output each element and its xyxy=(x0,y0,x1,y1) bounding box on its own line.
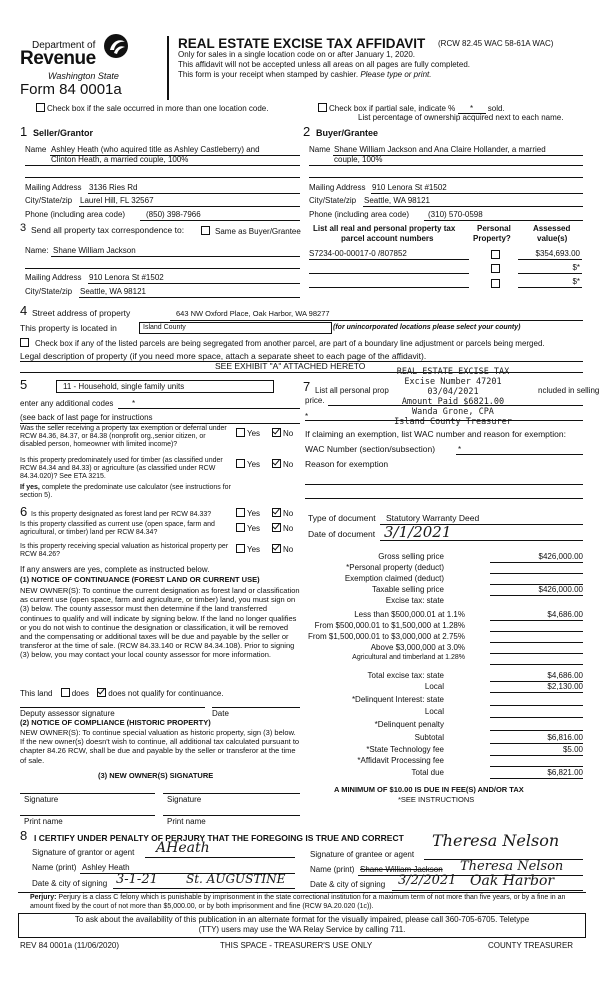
tier-3-label: From $1,500,000.01 to $3,000,000 at 2.75% xyxy=(307,632,465,641)
stamp-line-2: Excise Number 47201 xyxy=(404,377,502,387)
tier-5-label: Agricultural and timberland at 1.28% xyxy=(352,654,465,661)
buyer-heading: Buyer/Grantee xyxy=(316,128,379,138)
buyer-phone[interactable]: (310) 570-0598 xyxy=(428,210,483,219)
parcel-line-3 xyxy=(309,287,469,288)
affidavit-fee-line xyxy=(490,766,583,767)
affidavit-fee-label: *Affidavit Processing fee xyxy=(357,756,444,765)
county-treasurer: COUNTY TREASURER xyxy=(488,941,574,950)
checkbox-checked[interactable] xyxy=(272,544,281,553)
s5-q1-yes[interactable] xyxy=(236,428,260,438)
partial-sale-pct[interactable]: * xyxy=(458,104,486,114)
minimum-fee-note: A MINIMUM OF $10.00 IS DUE IN FEE(S) AND/OR TAX xyxy=(334,785,524,794)
stamp-line-4: Amount Paid $6821.00 xyxy=(401,397,505,407)
state-label: Washington State xyxy=(48,71,119,81)
legal-description-label: Legal description of property (if you need more space, attach a separate sheet to each page of the affidavit). xyxy=(20,351,427,361)
personal-property-checkbox-3[interactable] xyxy=(491,279,500,288)
multi-location-label: Check box if the sale occurred in more than one location code. xyxy=(47,104,269,113)
treasurer-space: THIS SPACE - TREASURER'S USE ONLY xyxy=(220,941,373,950)
tech-fee-value[interactable]: $5.00 xyxy=(562,745,583,754)
alt-format-box xyxy=(18,913,586,938)
buyer-mail-line xyxy=(371,193,583,194)
exemption-claim-label: If claiming an exemption, list WAC number and reason for exemption: xyxy=(305,429,566,439)
owner-print-line-1 xyxy=(20,815,155,816)
section-6-number: 6 xyxy=(20,504,28,519)
corr-mail-label: Mailing Address xyxy=(25,273,82,282)
buyer-blank-line xyxy=(309,177,583,178)
grantor-date-line xyxy=(113,888,295,889)
s5-question-2-note xyxy=(20,484,240,500)
gross-line xyxy=(490,562,583,563)
alt-format-line-1: To ask about the availability of this publication in an alternate format for the visually impaired, please call 360-705-6705. Teletype xyxy=(74,915,530,924)
doc-date[interactable]: 3/1/2021 xyxy=(384,523,452,541)
personal-header-2: Property? xyxy=(473,234,511,243)
header-line-3 xyxy=(178,70,431,79)
legal-exhibit[interactable]: SEE EXHIBIT "A" ATTACHED HERETO xyxy=(215,361,366,371)
revenue-logo-icon xyxy=(102,32,130,60)
if-yes-label: If yes, xyxy=(20,484,40,491)
total-due-label: Total due xyxy=(411,768,444,777)
checkbox[interactable] xyxy=(236,544,245,553)
assessed-header-2: value(s) xyxy=(537,234,568,243)
corr-name[interactable]: Shane William Jackson xyxy=(53,246,136,255)
grantor-signature[interactable]: AHeath xyxy=(156,840,210,856)
taxable-label: Taxable selling price xyxy=(371,585,444,594)
tier-1-label: Less than $500,000.01 at 1.1% xyxy=(354,610,465,619)
additional-codes-line xyxy=(118,408,300,409)
section-7-line-2 xyxy=(305,420,583,421)
use-code-select[interactable]: 11 - Household, single family units xyxy=(56,380,274,393)
section-4-number: 4 xyxy=(20,303,28,318)
owner-print-label-1: Print name xyxy=(24,817,63,826)
perjury-notice xyxy=(30,894,585,911)
calculator-note: complete the predominate use calculator (see instructions for section 5). xyxy=(20,484,231,500)
seller-name-line-2 xyxy=(25,165,300,166)
form-title-rcw: (RCW 82.45 WAC 58-61A WAC) xyxy=(438,39,554,48)
grantee-signature[interactable]: Theresa Nelson xyxy=(432,831,560,850)
section-2-number: 2 xyxy=(303,124,311,139)
s6-question-2: Is this property classified as current use (open space, farm and agricultural, or timber) land per RCW 84.34? xyxy=(20,521,215,537)
grantee-sig-label: Signature of grantee or agent xyxy=(310,850,415,859)
exemption-reason-label: Reason for exemption xyxy=(305,459,389,469)
personal-label: *Personal property (deduct) xyxy=(346,563,444,572)
seller-name-1[interactable]: Ashley Heath (who aquired title as Ashley Castleberry) and xyxy=(51,145,260,154)
grantor-date[interactable]: 3-1-21 xyxy=(116,872,158,887)
checkbox[interactable] xyxy=(318,103,327,112)
owner-sig-line-2 xyxy=(163,793,300,794)
treasurer-stamp xyxy=(368,367,538,427)
tier-1-line xyxy=(490,620,583,621)
wac-label: WAC Number (section/subsection) xyxy=(305,444,436,454)
buyer-phone-label: Phone (including area code) xyxy=(309,210,410,219)
doc-date-line xyxy=(380,540,583,541)
section-5-number: 5 xyxy=(20,377,28,392)
buyer-city[interactable]: Seattle, WA 98121 xyxy=(364,196,430,205)
segregated-check[interactable] xyxy=(20,338,545,348)
stamp-line-5: Wanda Grone, CPA xyxy=(412,407,494,417)
section-8-number: 8 xyxy=(20,828,28,843)
grantor-sig-line xyxy=(145,857,295,858)
section-3-number: 3 xyxy=(20,222,27,234)
total-due-line xyxy=(490,778,583,779)
deputy-sig-label: Deputy assessor signature xyxy=(20,709,115,718)
section-7-text-b: ncluded in selling xyxy=(538,386,600,395)
checkbox-checked[interactable] xyxy=(272,428,281,437)
footer-rule xyxy=(18,892,586,893)
street-line xyxy=(170,320,583,321)
yes-label: Yes xyxy=(247,524,261,533)
local-line xyxy=(490,692,583,693)
delinq-penalty-label: *Delinquent penalty xyxy=(374,720,444,729)
stamp-line-3: 03/04/2021 xyxy=(427,387,479,397)
corr-mail-line xyxy=(88,283,300,284)
no-label: No xyxy=(283,429,294,438)
form-title: REAL ESTATE EXCISE TAX AFFIDAVIT xyxy=(178,36,426,51)
total-due-value[interactable]: $6,821.00 xyxy=(547,768,583,777)
segregated-label: Check box if any of the listed parcels are being segregated from another parcel, are part of a boundary line adjustment or parcels being merged. xyxy=(35,339,545,348)
notice-2-body: NEW OWNER(S): To continue special valuation as historic property, sign (3) below. If the new owner(s) doesn't wish to continue, all additional tax calculated pursuant to chapter 84.26 RCW, shall be due and payable by the seller or transferor at the time of sale. xyxy=(20,728,300,765)
parcel-line-2 xyxy=(309,273,469,274)
total-state-value[interactable]: $4,686.00 xyxy=(547,671,583,680)
grantor-sig-label: Signature of grantor or agent xyxy=(32,848,135,857)
no-label: No xyxy=(283,524,294,533)
seller-name-2[interactable]: Clinton Heath, a married couple, 100% xyxy=(51,155,189,164)
yes-label: Yes xyxy=(247,509,261,518)
seller-city-label: City/State/zip xyxy=(25,196,73,205)
partial-sale-sold: sold. xyxy=(487,104,505,113)
tier-1-value[interactable]: $4,686.00 xyxy=(547,610,583,619)
tier-4-label: Above $3,000,000 at 3.0% xyxy=(370,643,465,652)
gross-value[interactable]: $426,000.00 xyxy=(538,552,583,561)
multi-location-check[interactable] xyxy=(36,103,268,113)
s5-question-2: Is this property predominately used for timber (as classified under RCW 84.34 and 84.33) or agriculture (as classified under RCW 84.34.020)? See ETA 3215. xyxy=(20,457,223,481)
section-7-star[interactable]: * xyxy=(305,412,309,421)
yes-label: Yes xyxy=(247,545,261,554)
no-label: No xyxy=(283,460,294,469)
grantee-date-line xyxy=(392,890,583,891)
assessed-value-3[interactable]: $* xyxy=(572,277,580,286)
seller-blank-line xyxy=(25,177,300,178)
subtotal-line xyxy=(490,743,583,744)
tier-4-line xyxy=(490,653,583,654)
personal-line xyxy=(490,573,583,574)
does-not-checkbox[interactable] xyxy=(97,688,106,697)
grantee-city[interactable]: Oak Harbor xyxy=(470,873,555,889)
section-7-line-1 xyxy=(328,405,583,406)
parcel-header-1: List all real and personal property tax xyxy=(313,224,456,233)
total-state-label: Total excise tax: state xyxy=(367,671,444,680)
street-address[interactable]: 643 NW Oxford Place, Oak Harbor, WA 98277 xyxy=(176,309,330,318)
taxable-value[interactable]: $426,000.00 xyxy=(538,585,583,594)
wac-line xyxy=(456,454,583,455)
this-land-label: This land xyxy=(20,689,53,698)
local-value[interactable]: $2,130.00 xyxy=(547,682,583,691)
deputy-sig-line xyxy=(20,707,205,708)
s6-q3-no[interactable] xyxy=(272,544,293,554)
subtotal-value[interactable]: $6,816.00 xyxy=(547,733,583,742)
seller-phone-line xyxy=(140,220,300,221)
checkbox-checked[interactable] xyxy=(272,459,281,468)
same-as-buyer-check[interactable] xyxy=(201,226,301,236)
reason-line-1 xyxy=(305,484,583,485)
taxable-line xyxy=(490,595,583,596)
seller-phone[interactable]: (850) 398-7966 xyxy=(146,210,201,219)
buyer-name-label: Name xyxy=(309,145,331,154)
corr-city[interactable]: Seattle, WA 98121 xyxy=(80,287,146,296)
gross-label: Gross selling price xyxy=(378,552,444,561)
buyer-city-label: City/State/zip xyxy=(309,196,357,205)
assessed-line-1 xyxy=(518,259,582,260)
partial-sale-note: List percentage of ownership acquired next to each name. xyxy=(358,113,564,122)
doc-date-label: Date of document xyxy=(308,529,376,539)
buyer-name-1[interactable]: Shane William Jackson and Ana Claire Hollander, a married xyxy=(334,145,546,154)
see-back-line xyxy=(20,423,300,424)
reason-line-2 xyxy=(305,498,583,499)
checkbox[interactable] xyxy=(201,226,210,235)
owner-sig-label-2: Signature xyxy=(167,795,202,804)
s6-q3-yes[interactable] xyxy=(236,544,260,554)
assessed-line-3 xyxy=(518,287,582,288)
notice-1-body: NEW OWNER(S): To continue the current designation as forest land or classification as current use (open space, farm and agriculture, or timber) land, you must sign on (3) below. The county assessor must then determine if the land transferred continues to qualify and will indicate by signing below. If the land no longer qualifies or you do not wish to continue the designation or classification, it will be removed and the compensating or additional taxes will be due and payable by the seller or transferor at the time of sale. (RCW 84.33.140 or RCW 84.34.108). Prior to signing (3) below, you may contact your local county assessor for more information. xyxy=(20,586,300,660)
seller-name-label: Name xyxy=(25,145,47,154)
perjury-text: Perjury is a class C felony which is punishable by imprisonment in the state correctional institution for a maximum term of not more than five years, or by a fine in an amount fixed by the court of not more than $5,000.00, or by both imprisonment and fine (RCW 9A.20.020 (1c)). xyxy=(30,894,566,910)
corr-city-line xyxy=(79,297,300,298)
located-label: This property is located in xyxy=(20,323,117,333)
personal-header-1: Personal xyxy=(477,224,511,233)
seller-mail[interactable]: 3136 Ries Rd xyxy=(89,183,138,192)
additional-codes-value[interactable]: * xyxy=(132,399,136,408)
checkbox[interactable] xyxy=(20,338,29,347)
s5-q2-yes[interactable] xyxy=(236,459,260,469)
checkbox[interactable] xyxy=(236,459,245,468)
header-line-1: Only for sales in a single location code on or after January 1, 2020. xyxy=(178,50,416,59)
revenue-logo-text: Revenue xyxy=(20,48,96,69)
exemption-label: Exemption claimed (deduct) xyxy=(344,574,444,583)
notice-2-title: (2) NOTICE OF COMPLIANCE (HISTORIC PROPERTY) xyxy=(20,718,211,727)
checkbox-checked[interactable] xyxy=(272,508,281,517)
grantee-print-name[interactable]: Theresa Nelson xyxy=(460,859,564,874)
assessed-value-1[interactable]: $354,693.00 xyxy=(535,249,580,258)
corr-city-label: City/State/zip xyxy=(25,287,73,296)
notice-1-title: (1) NOTICE OF CONTINUANCE (FOREST LAND OR CURRENT USE) xyxy=(20,575,260,584)
delinq-local-line xyxy=(490,717,583,718)
corr-mail[interactable]: 910 Lenora St #1502 xyxy=(89,273,164,282)
see-instructions-note: *SEE INSTRUCTIONS xyxy=(398,795,475,804)
s6-q2-no[interactable] xyxy=(272,523,293,533)
grantee-date-label: Date & city of signing xyxy=(310,880,386,889)
land-qualify-line xyxy=(20,688,223,698)
owner-print-line-2 xyxy=(163,815,300,816)
if-yes-note: If any answers are yes, complete as instructed below. xyxy=(20,565,210,574)
buyer-city-line xyxy=(363,206,583,207)
corr-name-line xyxy=(51,256,300,257)
personal-property-checkbox-1[interactable] xyxy=(491,250,500,259)
owner-print-label-2: Print name xyxy=(167,817,206,826)
county-select[interactable]: Island County xyxy=(139,322,332,334)
grantor-print-label: Name (print) xyxy=(32,863,77,872)
seller-phone-label: Phone (including area code) xyxy=(25,210,126,219)
no-label: No xyxy=(283,509,294,518)
certify-text: I CERTIFY UNDER PENALTY OF PERJURY THAT THE FOREGOING IS TRUE AND CORRECT xyxy=(34,833,404,843)
yes-label: Yes xyxy=(247,460,261,469)
see-back-label: (see back of last page for instructions xyxy=(20,413,153,422)
buyer-name-line-2 xyxy=(309,165,583,166)
tier-5-line xyxy=(490,664,583,665)
stamp-line-1: REAL ESTATE EXCISE TAX xyxy=(396,367,510,377)
grantor-print-name[interactable]: Ashley Heath xyxy=(82,863,130,872)
seller-heading: Seller/Grantor xyxy=(33,128,94,138)
doc-type[interactable]: Statutory Warranty Deed xyxy=(386,513,480,523)
assessed-value-2[interactable]: $* xyxy=(572,263,580,272)
correspondence-label: Send all property tax correspondence to: xyxy=(31,225,185,235)
tech-fee-label: *State Technology fee xyxy=(366,745,444,754)
tier-2-label: From $500,000.01 to $1,500,000 at 1.28% xyxy=(314,621,465,630)
dept-label: Department of xyxy=(32,40,96,51)
header-line-3a: This form is your receipt when stamped by cashier. xyxy=(178,70,359,79)
owner-sig-label-1: Signature xyxy=(24,795,59,804)
does-label: does xyxy=(71,689,90,698)
does-not-label: does not qualify for continuance. xyxy=(108,689,224,698)
delinq-state-label: *Delinquent Interest: state xyxy=(351,695,444,704)
parcel-number[interactable]: S7234-00-00017-0 /807852 xyxy=(309,249,407,258)
header-line-3b: Please type or print. xyxy=(360,70,432,79)
s5-q2-no[interactable] xyxy=(272,459,293,469)
grantee-print-label: Name (print) xyxy=(310,865,355,874)
stamp-line-6: Island County Treasurer xyxy=(394,417,512,427)
section-1-number: 1 xyxy=(20,124,28,139)
corr-name-label: Name: xyxy=(25,246,49,255)
s6-q2-yes[interactable] xyxy=(236,523,260,533)
owner-sig-line-1 xyxy=(20,793,155,794)
s5-question-1: Was the seller receiving a property tax exemption or deferral under RCW 84.36, 84.37, or 84.38 (nonprofit org.,senior citizen, or disabled person, homeowner with limited income)? xyxy=(20,425,227,449)
assessed-line-2 xyxy=(518,273,582,274)
grantor-date-label: Date & city of signing xyxy=(32,879,108,888)
seller-mail-line xyxy=(88,193,300,194)
s6-question-1: Is this property designated as forest land per RCW 84.33? xyxy=(31,511,212,518)
excise-state-label: Excise tax: state xyxy=(385,596,444,605)
seller-city[interactable]: Laurel Hill, FL 32567 xyxy=(80,196,154,205)
perjury-label: Perjury: xyxy=(30,894,57,901)
s6-q1-yes[interactable] xyxy=(236,508,260,518)
tech-fee-line xyxy=(490,755,583,756)
additional-codes-label: enter any additional codes xyxy=(20,399,114,408)
delinq-local-label: Local xyxy=(424,707,444,716)
assessed-header-1: Assessed xyxy=(533,224,571,233)
unincorporated-note: (for unincorporated locations please select your county) xyxy=(333,324,521,331)
corr-blank-line xyxy=(25,268,300,269)
grantee-date[interactable]: 3/2/2021 xyxy=(398,873,457,888)
s6-question-3: Is this property receiving special valuation as historical property per RCW 84.26? xyxy=(20,543,229,559)
header-divider xyxy=(167,36,169,100)
section-7-price: price. xyxy=(305,396,325,405)
street-label: Street address of property xyxy=(32,308,131,318)
s5-q1-no[interactable] xyxy=(272,428,293,438)
tier-3-line xyxy=(490,642,583,643)
buyer-phone-line xyxy=(424,220,583,221)
doc-type-label: Type of document xyxy=(308,513,376,523)
tier-2-line xyxy=(490,631,583,632)
subtotal-label: Subtotal xyxy=(414,733,444,742)
grantor-city[interactable]: St. AUGUSTINE xyxy=(186,872,286,886)
wac-value[interactable]: * xyxy=(458,445,462,454)
notice-3-title: (3) NEW OWNER(S) SIGNATURE xyxy=(98,771,214,780)
buyer-mail-label: Mailing Address xyxy=(309,183,366,192)
checkbox[interactable] xyxy=(236,523,245,532)
checkbox[interactable] xyxy=(36,103,45,112)
checkbox[interactable] xyxy=(236,508,245,517)
deputy-date-line xyxy=(212,707,300,708)
checkbox[interactable] xyxy=(236,428,245,437)
parcel-header-2: parcel account numbers xyxy=(341,234,434,243)
partial-sale-label: Check box if partial sale, indicate % xyxy=(329,104,456,113)
personal-property-checkbox-2[interactable] xyxy=(491,264,500,273)
parcel-line-1 xyxy=(309,259,469,260)
yes-label: Yes xyxy=(247,429,261,438)
buyer-name-2[interactable]: couple, 100% xyxy=(334,155,383,164)
does-checkbox[interactable] xyxy=(61,688,70,697)
same-as-buyer-label: Same as Buyer/Grantee xyxy=(215,227,301,236)
seller-city-line xyxy=(79,206,300,207)
form-number: Form 84 0001a xyxy=(20,81,122,98)
checkbox-checked[interactable] xyxy=(272,523,281,532)
section-7-text-a: List all personal prop xyxy=(315,386,389,395)
no-label: No xyxy=(283,545,294,554)
delinq-state-line xyxy=(490,705,583,706)
header-line-2: This affidavit will not be accepted unless all areas on all pages are fully completed. xyxy=(178,60,471,69)
seller-mail-label: Mailing Address xyxy=(25,183,82,192)
delinq-penalty-line xyxy=(490,730,583,731)
section-7-number: 7 xyxy=(303,379,311,394)
grantee-name-struck: Shane William Jackson xyxy=(360,865,443,874)
alt-format-line-2: (TTY) users may use the WA Relay Service by calling 711. xyxy=(198,925,406,934)
buyer-mail[interactable]: 910 Lenora St #1502 xyxy=(372,183,447,192)
deputy-date-label: Date xyxy=(212,709,229,718)
s6-q1-no[interactable] xyxy=(272,508,293,518)
local-label: Local xyxy=(424,682,444,691)
rev-number: REV 84 0001a (11/06/2020) xyxy=(20,941,120,950)
